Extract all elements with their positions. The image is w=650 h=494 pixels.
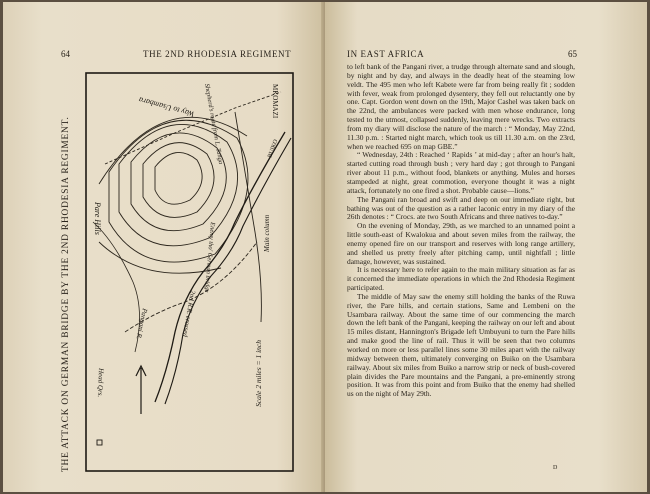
map-label-mkomazi: MKOMAZI xyxy=(271,84,279,119)
open-book xyxy=(3,2,647,492)
right-page xyxy=(325,2,647,492)
railway-line xyxy=(105,92,281,164)
map-label-pare-hills: Pare Hills xyxy=(93,202,102,235)
map-label-german-bridge: Enemy tho' German bridge xyxy=(202,221,216,293)
map-hq-marker xyxy=(97,440,102,445)
map-caption: THE ATTACK ON GERMAN BRIDGE BY THE 2ND RHODESIA REGIMENT. xyxy=(61,116,71,472)
hill-contours xyxy=(99,117,248,273)
map-label-hq: Head Qrs. xyxy=(95,367,105,398)
river-pangani xyxy=(155,132,285,402)
hand-drawn-map xyxy=(85,72,294,472)
map-label-pangani: Pangani R. xyxy=(134,307,149,341)
map-label-rhodesia: 2nd R.R. crossed xyxy=(180,289,197,338)
map-label-scale: Scale 2 miles = 1 inch xyxy=(254,340,263,407)
map-label-shepherd: Shepherd's route from L. Tanga xyxy=(203,83,225,165)
left-page xyxy=(3,2,325,492)
body-text xyxy=(347,63,575,399)
map-label-route-top: Way to Usambara xyxy=(137,95,196,119)
paragraph: “ Wednesday, 24th : Reached ‘ Rapids ’ at mid-day ; after an hour's halt, started cutting road through bush ; very hard day ; got through to Pangani river about 11 p.m., without food, blankets or anything. Mules and horses stampeded at night, great commotion, everyone thought it was a night attack, fortunately no one fired a shot. Probable cause—lions.” xyxy=(347,150,575,195)
left-page-number: 64 xyxy=(61,49,70,59)
right-running-head: IN EAST AFRICA xyxy=(347,49,425,59)
map-border xyxy=(86,73,293,471)
paragraph: It is necessary here to refer again to the main military situation as far as it concerned the immediate operations in which the 2nd Rhodesia Regiment participated. xyxy=(347,265,575,293)
map-label-main-column: Main column xyxy=(263,214,271,252)
paragraph: to left bank of the Pangani river, a trudge through alternate sand and slough, by night and by day, and always in the deadly heat of the steaming low veldt. The 495 men who left Kabete were far from being really fit ; sodden with fever, weak from prolonged dysentery, they fell out reluctantly one by one. Capt. Gordon went down on the 19th, Major Cashel was taken back on the 22nd, the ambulances were packed with men whose endurance, long tested to the utmost, collapsed suddenly, leaving mere wrecks. Two extracts from my diary will disclose the nature of the march : “ Monday, May 22nd, 11.30 p.m. : Started night march, which took us till 11.30 a.m. on the 23rd, when we reached 695 on map GBE.” xyxy=(347,62,575,151)
right-page-number: 65 xyxy=(568,49,577,59)
pare-route xyxy=(93,222,140,352)
map-label-buiko: BUIKO xyxy=(267,138,280,159)
signature-mark: D xyxy=(553,465,558,471)
paragraph: On the evening of Monday, 29th, as we marched to an unnamed point a little south-east of Kwalokua and about seven miles from the railway, the enemy opened fire on our transport and reserves with long range artillery, and shelled us pretty freely after pitching camp, until nightfall ; little damage, however, was sustained. xyxy=(347,221,575,266)
paragraph: The Pangani ran broad and swift and deep on our immediate right, but bathing was out of the question as a rather laconic entry in my diary of the 26th denotes : “ Crocs. ate two South Africans and three natives to-day.” xyxy=(347,194,575,222)
north-arrow xyxy=(136,366,146,414)
paragraph: The middle of May saw the enemy still holding the banks of the Ruwa river, the Pare hills, and certain stations, Same and Lembeni on the Usambara railway. About the same time of our commencing the march down the left bank of the Pangani, keeping the railway on our left and about 15 miles distant, Hannington's Brigade left Umbuyuni to turn the Pare hills and make good the line of rail. Thus it will be seen that two columns worked on more or less parallel lines some 30 miles apart with the railway midway between them, ultimately converging on Buiko on the Usambara railway. About six miles from Buiko a narrow strip or neck of bush-covered plain divides the Pare mountains and the Pangani, a pre-eminently strong position. It was from this point and from Buiko that the enemy had shelled us on the night of May 29th. xyxy=(347,291,575,399)
left-running-head: THE 2ND RHODESIA REGIMENT xyxy=(143,49,292,59)
